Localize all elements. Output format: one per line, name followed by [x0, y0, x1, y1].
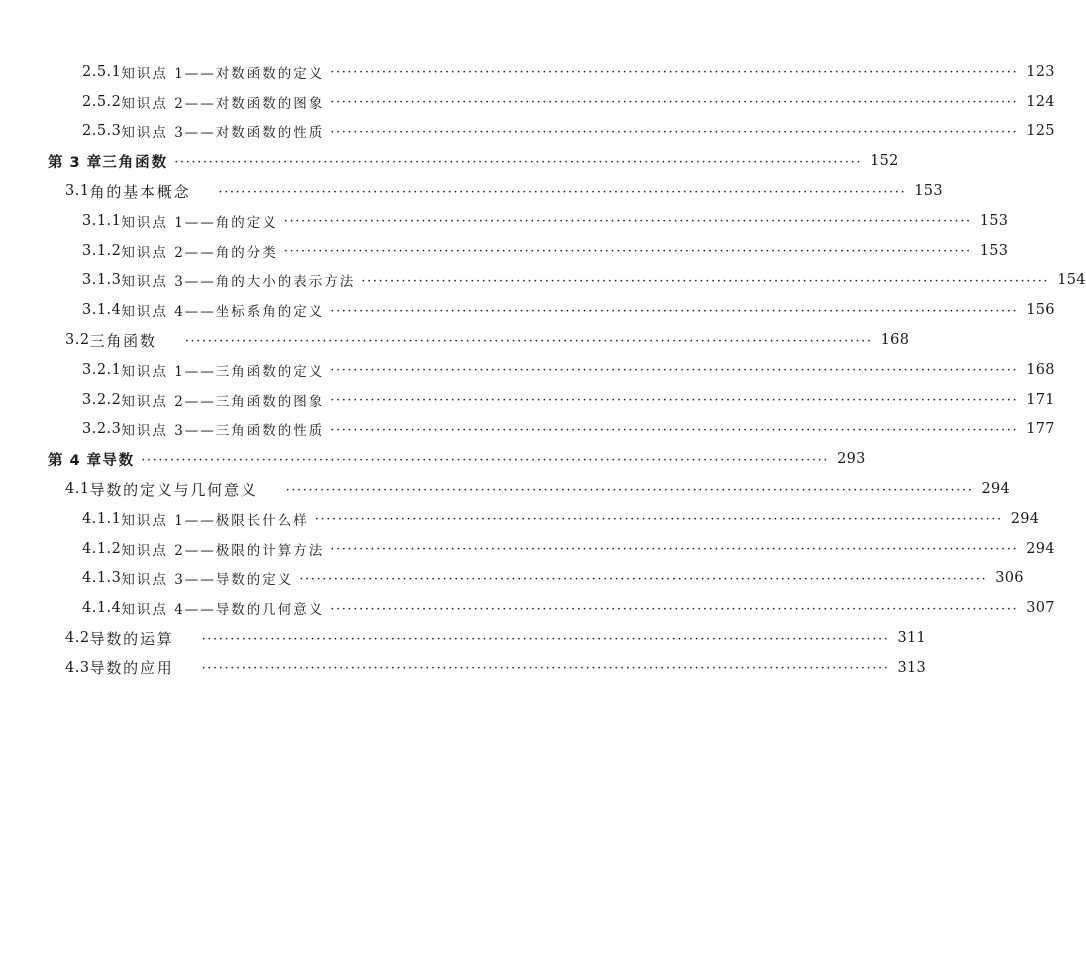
toc-entry-chapter[interactable]	[0, 444, 866, 474]
dot-leader: ························································································································	[141, 452, 830, 468]
toc-entry-title: 三角函数	[89, 331, 157, 350]
toc-entry-subsection[interactable]	[0, 593, 1055, 623]
toc-entry-number: 4.1.1	[82, 510, 122, 527]
toc-entry-title: 角的基本概念	[89, 182, 191, 201]
toc-entry-title: 知识点 2——对数函数的图象	[121, 95, 325, 112]
toc-entry-number: 3.1.3	[82, 272, 122, 289]
toc-entry-subsection[interactable]	[0, 295, 1055, 325]
toc-entry-subsection[interactable]	[0, 206, 1009, 236]
toc-entry-title: 三角函数	[102, 154, 169, 171]
toc-entry-number: 3.2.2	[82, 391, 122, 408]
toc-entry-section[interactable]	[0, 325, 910, 355]
toc-entry-title: 知识点 3——导数的定义	[121, 572, 294, 589]
toc-entry-number: 4.1	[65, 481, 90, 498]
toc-entry-page-number: 313	[897, 659, 927, 676]
toc-entry-page-number: 177	[1026, 421, 1055, 438]
dot-leader: ························································································································	[330, 422, 1019, 438]
toc-entry-page-number: 171	[1026, 391, 1055, 408]
dot-leader: ························································································································	[330, 65, 1019, 81]
toc-entry-title: 知识点 2——三角函数的图象	[121, 393, 325, 410]
dot-leader: ························································································································	[283, 244, 972, 260]
toc-entry-subsection[interactable]	[0, 57, 1055, 87]
toc-entry-page-number: 123	[1026, 63, 1055, 80]
toc-entry-title: 导数	[102, 452, 136, 469]
dot-leader: ························································································································	[174, 154, 863, 170]
toc-entry-title: 知识点 2——极限的计算方法	[121, 542, 325, 559]
toc-entry-title: 知识点 1——三角函数的定义	[121, 363, 325, 380]
dot-leader: ························································································································	[330, 303, 1019, 319]
dot-leader: ························································································································	[184, 333, 873, 349]
toc-entry-page-number: 294	[1026, 540, 1055, 557]
dot-leader: ························································································································	[218, 184, 907, 200]
toc-entry-title: 知识点 3——角的大小的表示方法	[121, 274, 356, 291]
toc-entry-number: 第 4 章	[48, 452, 103, 469]
toc-entry-number: 3.1	[65, 183, 90, 200]
toc-entry-title: 知识点 4——导数的几何意义	[121, 602, 325, 619]
dot-leader: ························································································································	[314, 512, 1003, 528]
toc-entry-number: 3.1.1	[82, 212, 122, 229]
dot-leader: ························································································································	[330, 363, 1019, 379]
dot-leader: ························································································································	[330, 393, 1019, 409]
toc-entry-number: 4.3	[65, 659, 90, 676]
toc-entry-page-number: 152	[870, 153, 899, 170]
toc-entry-subsection[interactable]	[0, 385, 1055, 415]
toc-entry-page-number: 153	[979, 212, 1009, 229]
dot-leader: ························································································································	[361, 273, 1050, 289]
toc-entry-number: 4.2	[65, 630, 90, 647]
toc-entry-number: 3.1.4	[82, 302, 122, 319]
toc-entry-subsection[interactable]	[0, 236, 1009, 266]
toc-entry-page-number: 307	[1026, 600, 1055, 617]
toc-entry-title: 知识点 4——坐标系角的定义	[121, 304, 325, 321]
dot-leader: ························································································································	[299, 571, 988, 587]
toc-entry-section[interactable]	[0, 474, 1011, 504]
toc-entry-number: 3.1.2	[82, 242, 122, 259]
toc-entry-page-number: 156	[1026, 302, 1055, 319]
toc-entry-title: 知识点 1——角的定义	[121, 214, 278, 231]
toc-entry-page-number: 293	[837, 451, 866, 468]
toc-entry-section[interactable]	[0, 176, 943, 206]
dot-leader: ························································································································	[330, 124, 1019, 140]
toc-entry-subsection[interactable]	[0, 504, 1040, 534]
toc-entry-title: 导数的应用	[89, 659, 174, 678]
dot-leader: ························································································································	[201, 661, 890, 677]
toc-entry-subsection[interactable]	[0, 534, 1055, 564]
dot-leader: ························································································································	[330, 601, 1019, 617]
dot-leader: ························································································································	[201, 631, 890, 647]
toc-entry-number: 4.1.2	[82, 540, 122, 557]
toc-entry-page-number: 125	[1026, 123, 1055, 140]
toc-entry-title: 导数的定义与几何意义	[89, 480, 258, 499]
toc-entry-title: 知识点 1——对数函数的定义	[121, 65, 325, 82]
toc-entry-page-number: 153	[979, 242, 1009, 259]
toc-entry-number: 4.1.4	[82, 600, 122, 617]
toc-entry-title: 知识点 3——对数函数的性质	[121, 125, 325, 142]
toc-entry-page-number: 168	[1026, 361, 1055, 378]
toc-entry-title: 知识点 2——角的分类	[121, 244, 278, 261]
toc-entry-page-number: 294	[1010, 510, 1040, 527]
dot-leader: ························································································································	[330, 95, 1019, 111]
toc-entry-number: 4.1.3	[82, 570, 122, 587]
toc-entry-page-number: 124	[1026, 93, 1055, 110]
toc-entry-number: 2.5.3	[82, 123, 122, 140]
table-of-contents	[0, 57, 1086, 683]
toc-entry-section[interactable]	[0, 623, 927, 653]
toc-entry-page-number: 153	[914, 183, 943, 200]
toc-entry-number: 3.2.1	[82, 361, 122, 378]
toc-entry-section[interactable]	[0, 653, 927, 683]
toc-entry-page-number: 294	[981, 481, 1011, 498]
toc-entry-number: 第 3 章	[48, 154, 103, 171]
toc-entry-subsection[interactable]	[0, 117, 1055, 147]
toc-entry-page-number: 168	[880, 332, 910, 349]
toc-entry-page-number: 154	[1057, 272, 1086, 289]
toc-entry-page-number: 311	[897, 630, 927, 647]
toc-entry-subsection[interactable]	[0, 87, 1055, 117]
toc-entry-title: 导数的运算	[89, 629, 174, 648]
toc-entry-subsection[interactable]	[0, 415, 1055, 445]
toc-entry-number: 2.5.1	[82, 63, 122, 80]
toc-entry-chapter[interactable]	[0, 146, 899, 176]
dot-leader: ························································································································	[283, 214, 972, 230]
dot-leader: ························································································································	[285, 482, 974, 498]
toc-entry-page-number: 306	[995, 570, 1024, 587]
toc-entry-subsection[interactable]	[0, 355, 1055, 385]
toc-entry-number: 2.5.2	[82, 93, 122, 110]
toc-entry-title: 知识点 1——极限长什么样	[121, 512, 309, 529]
toc-entry-number: 3.2.3	[82, 421, 122, 438]
dot-leader: ························································································································	[330, 542, 1019, 558]
toc-entry-number: 3.2	[65, 332, 90, 349]
toc-entry-title: 知识点 3——三角函数的性质	[121, 423, 325, 440]
toc-entry-subsection[interactable]	[0, 266, 1086, 296]
toc-entry-subsection[interactable]	[0, 564, 1024, 594]
